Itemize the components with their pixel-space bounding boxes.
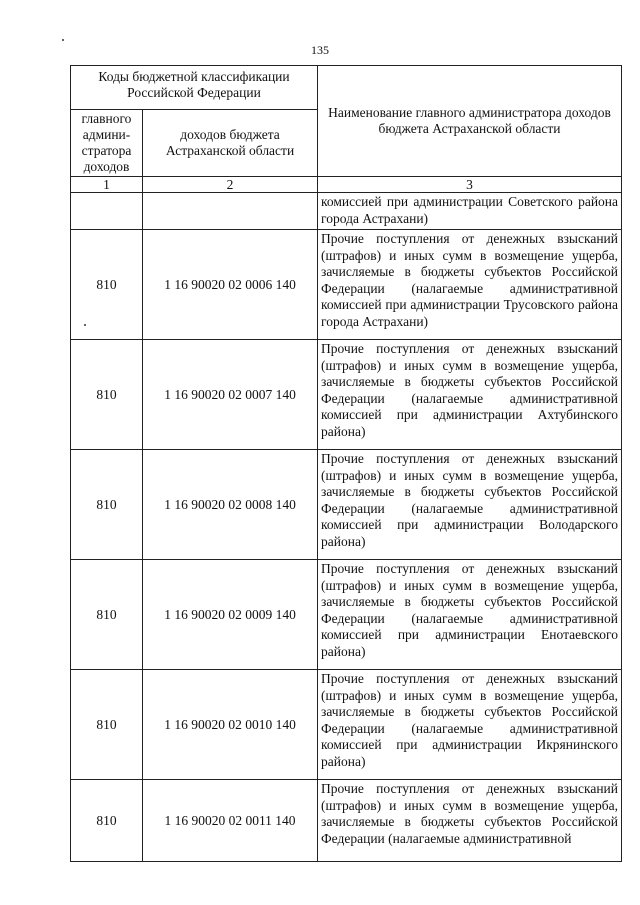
header-budget-codes: Коды бюджетной классификации Российской Федерации	[71, 66, 318, 110]
admin-code-cell: 810	[71, 230, 143, 340]
column-number-1: 1	[71, 177, 143, 193]
budget-classification-table	[70, 65, 622, 862]
page-number: 135	[311, 43, 329, 57]
revenue-name-cell: Прочие поступления от денежных взысканий (штрафов) и иных сумм в возмещение ущерба, зачисляемые в бюджеты субъектов Российской Федерации (налагаемые административной комиссией при администрации Трусовского района города Астрахани)	[318, 230, 622, 340]
revenue-code-cell	[143, 193, 318, 230]
table-row	[71, 670, 622, 780]
revenue-code-cell: 1 16 90020 02 0008 140	[143, 450, 318, 560]
revenue-name-cell: комиссией при администрации Советского района города Астрахани)	[318, 193, 622, 230]
header-administrator-name: Наименование главного администратора доходов бюджета Астраханской области	[318, 66, 622, 177]
revenue-code-cell: 1 16 90020 02 0007 140	[143, 340, 318, 450]
table-row	[71, 230, 622, 340]
revenue-name-cell: Прочие поступления от денежных взысканий (штрафов) и иных сумм в возмещение ущерба, зачисляемые в бюджеты субъектов Российской Федерации (налагаемые административной комиссией при администрации Ахтубинского района)	[318, 340, 622, 450]
revenue-name-cell: Прочие поступления от денежных взысканий (штрафов) и иных сумм в возмещение ущерба, зачисляемые в бюджеты субъектов Российской Федерации (налагаемые административной комиссией при администрации Икрянинского района)	[318, 670, 622, 780]
admin-code-cell: 810	[71, 560, 143, 670]
admin-code-cell: 810	[71, 780, 143, 862]
revenue-code-cell: 1 16 90020 02 0010 140	[143, 670, 318, 780]
revenue-name-cell: Прочие поступления от денежных взысканий (штрафов) и иных сумм в возмещение ущерба, зачисляемые в бюджеты субъектов Российской Федерации (налагаемые административной комиссией при администрации Енотаевского района)	[318, 560, 622, 670]
revenue-name-cell: Прочие поступления от денежных взысканий (штрафов) и иных сумм в возмещение ущерба, зачисляемые в бюджеты субъектов Российской Федерации (налагаемые административной	[318, 780, 622, 862]
revenue-code-cell: 1 16 90020 02 0011 140	[143, 780, 318, 862]
header-chief-administrator: главного админи-стратора доходов	[71, 110, 143, 177]
revenue-code-cell: 1 16 90020 02 0006 140	[143, 230, 318, 340]
admin-code-cell: 810	[71, 670, 143, 780]
revenue-name-cell: Прочие поступления от денежных взысканий (штрафов) и иных сумм в возмещение ущерба, зачисляемые в бюджеты субъектов Российской Федерации (налагаемые административной комиссией при администрации Володарского района)	[318, 450, 622, 560]
table-row	[71, 780, 622, 862]
scan-speck	[62, 39, 64, 41]
table-row	[71, 450, 622, 560]
admin-code-cell: 810	[71, 340, 143, 450]
table-row	[71, 193, 622, 230]
column-number-3: 3	[318, 177, 622, 193]
header-budget-revenue: доходов бюджета Астраханской области	[143, 110, 318, 177]
table-row	[71, 560, 622, 670]
column-number-2: 2	[143, 177, 318, 193]
table-row	[71, 340, 622, 450]
revenue-code-cell: 1 16 90020 02 0009 140	[143, 560, 318, 670]
admin-code-cell	[71, 193, 143, 230]
admin-code-cell: 810	[71, 450, 143, 560]
